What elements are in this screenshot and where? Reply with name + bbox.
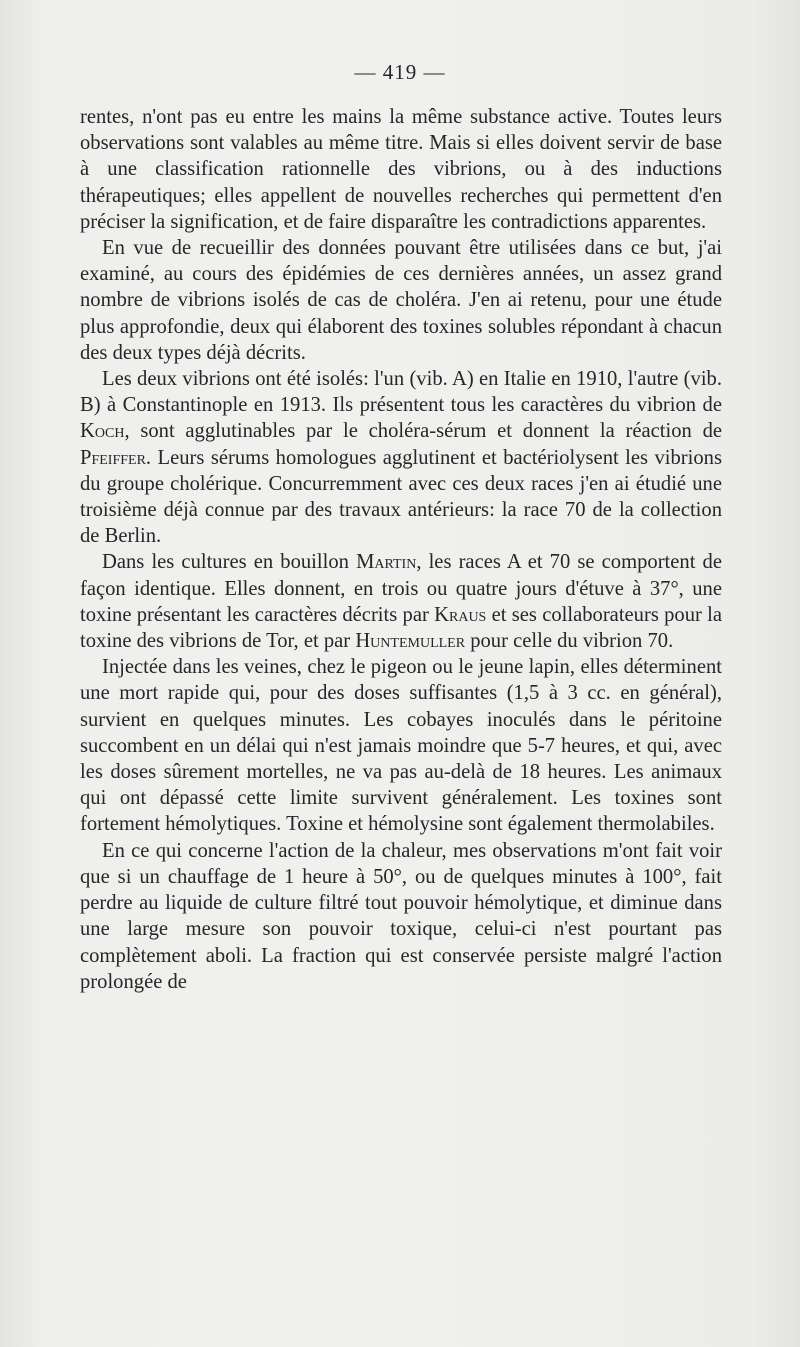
paragraph-4-text: et ses collaborateurs pour la toxine des vibrions de Tor, et par: [80, 603, 723, 653]
author-name-huntemuller: Huntemuller: [355, 630, 466, 653]
paragraph-1-text: rentes, n'ont pas eu entre les mains la même substance active. Toutes leurs observations sont valables au même titre. Mais si elles doivent servir de base à une classification rationnelle des vibrions, ou à des inductions thérapeutiques; elles appellent de nouvelles recherches qui permettent d'en préciser la signification, et de faire disparaître les contradictions apparentes.: [80, 106, 722, 233]
paragraph-3: [80, 366, 722, 549]
paragraph-3-text: , sont agglutinables par le choléra-sérum et donnent la réaction de: [124, 420, 722, 443]
author-name-kraus: Kraus: [434, 603, 487, 626]
author-name-pfeiffer: Pfeiffer: [80, 446, 146, 469]
author-name-koch: Koch: [80, 420, 125, 443]
paragraph-4-text: Dans les cultures en bouillon: [102, 551, 357, 574]
paragraph-2-text: En vue de recueillir des données pouvant être utilisées dans ce but, j'ai examiné, au cours des épidémies de ces dernières années, un assez grand nombre de vibrions isolés de cas de choléra. J'en ai retenu, pour une étude plus approfondie, deux qui élaborent des toxines solubles répondant à chacun des deux types déjà décrits.: [80, 237, 722, 364]
author-name-martin: Martin: [356, 551, 417, 574]
body-text: [80, 104, 722, 995]
paragraph-6: [80, 838, 722, 995]
paragraph-3-text: Les deux vibrions ont été isolés: l'un (vib. A) en Italie en 1910, l'autre (vib. B) à Constantinople en 1913. Ils présentent tous les caractères du vibrion de: [80, 368, 722, 417]
paragraph-6-text: En ce qui concerne l'action de la chaleur, mes observations m'ont fait voir que si un chauffage de 1 heure à 50°, ou de quelques minutes à 100°, fait perdre au liquide de culture filtré tout pouvoir hémolytique, et diminue dans une large mesure son pouvoir toxique, celui-ci n'est pourtant pas complètement aboli. La fraction qui est conservée persiste malgré l'action prolongée de: [80, 839, 722, 993]
page-number: — 419 —: [354, 60, 446, 84]
paragraph-1: [80, 104, 722, 235]
paragraph-3-text: . Leurs sérums homologues agglutinent et bactériolysent les vibrions du groupe cholérique. Concurremment avec ces deux races j'en ai étudié une troisième déjà connue par des travaux antérieurs: la race 70 de la collection de Berlin.: [80, 446, 722, 548]
paragraph-5-text: Injectée dans les veines, chez le pigeon ou le jeune lapin, elles déterminent une mort rapide qui, pour des doses suffisantes (1,5 à 3 cc. en général), survient en quelques minutes. Les cobayes inoculés dans le péritoine succombent en un délai qui n'est jamais moindre que 5-7 heures, et qui, avec les doses sûrement mortelles, ne va pas au-delà de 18 heures. Les animaux qui ont dépassé cette limite survivent généralement. Les toxines sont fortement hémolytiques. Toxine et hémolysine sont également thermolabiles.: [80, 656, 722, 836]
paragraph-4-text: pour celle du vibrion 70.: [465, 630, 674, 653]
paragraph-5: [80, 654, 722, 837]
paragraph-4: [80, 549, 722, 654]
paragraph-2: [80, 235, 722, 366]
paragraph-4-text: , les races A et 70 se comportent de façon identique. Elles donnent, en trois ou quatre jours d'étuve à 37°, une toxine présentant les caractères décrits par: [80, 551, 722, 626]
